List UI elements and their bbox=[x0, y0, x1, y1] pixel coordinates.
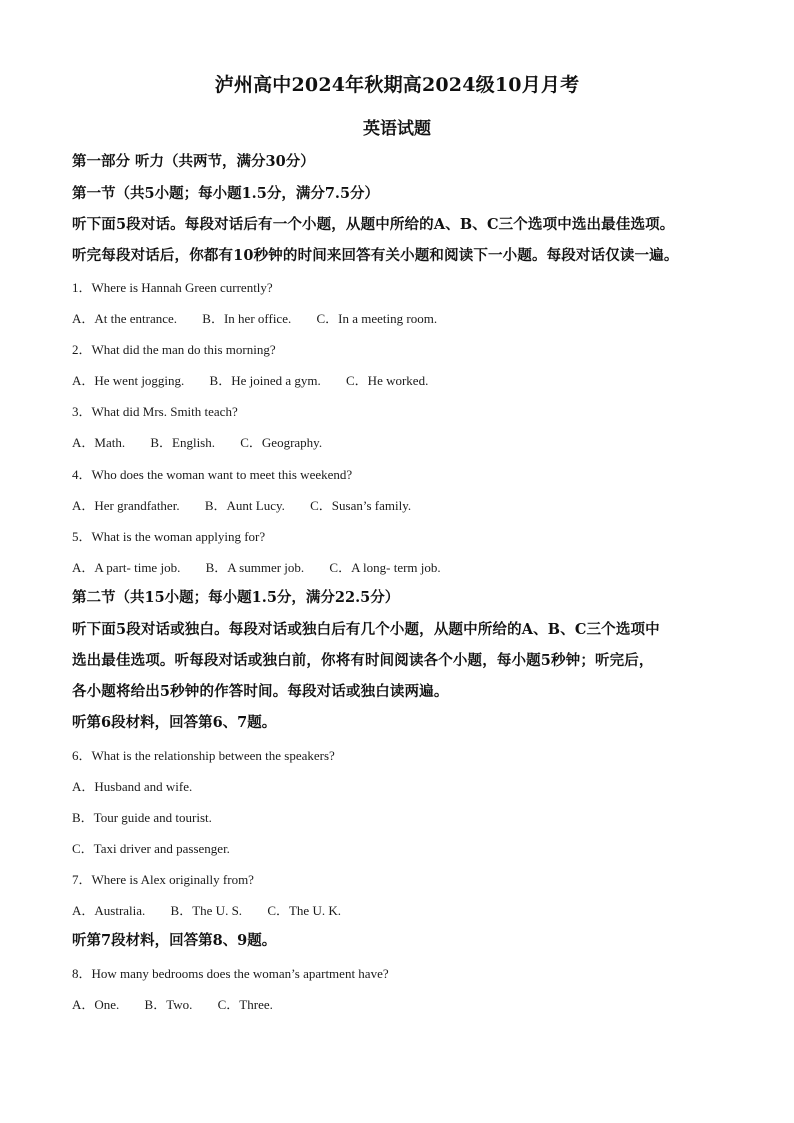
section2-instruction-line: 各小题将给出5秒钟的作答时间。每段对话或独白读两遍。 bbox=[72, 683, 449, 700]
option-a[interactable]: A．Her grandfather. bbox=[72, 498, 180, 513]
options-7 bbox=[72, 900, 341, 919]
option-c[interactable]: C．Susan’s family. bbox=[310, 498, 412, 513]
question-1: 1．Where is Hannah Green currently? bbox=[72, 280, 273, 295]
material-6-heading: 听第6段材料，回答第6、7题。 bbox=[72, 714, 277, 731]
options-2 bbox=[72, 370, 428, 389]
question-4: 4．Who does the woman want to meet this weekend? bbox=[72, 467, 353, 482]
section2-instruction-line: 听下面5段对话或独白。每段对话或独白后有几个小题，从题中所给的A、B、C三个选项中 bbox=[72, 621, 660, 638]
question-5: 5．What is the woman applying for? bbox=[72, 529, 266, 544]
option-c[interactable]: C．He worked. bbox=[346, 373, 429, 388]
section2-heading: 第二节（共15小题；每小题1.5分，满分22.5分） bbox=[72, 589, 400, 606]
section1-instruction-line: 听完每段对话后，你都有10秒钟的时间来回答有关小题和阅读下一小题。每段对话仅读一遍。 bbox=[72, 247, 679, 264]
option-c[interactable]: C．Geography. bbox=[240, 435, 323, 450]
question-7: 7．Where is Alex originally from? bbox=[72, 872, 254, 887]
options-4 bbox=[72, 495, 411, 514]
section1-instruction-line: 听下面5段对话。每段对话后有一个小题，从题中所给的A、B、C三个选项中选出最佳选项。 bbox=[72, 216, 675, 233]
material-7-heading: 听第7段材料，回答第8、9题。 bbox=[72, 932, 277, 949]
option-b[interactable]: B．A summer job. bbox=[205, 560, 305, 575]
option-a[interactable]: A．Husband and wife. bbox=[72, 779, 193, 794]
question-2: 2．What did the man do this morning? bbox=[72, 342, 276, 357]
option-b[interactable]: B．Tour guide and tourist. bbox=[72, 810, 212, 825]
option-b[interactable]: B．He joined a gym. bbox=[209, 373, 321, 388]
option-a[interactable]: A．A part- time job. bbox=[72, 560, 181, 575]
option-c[interactable]: C．In a meeting room. bbox=[316, 311, 438, 326]
options-1 bbox=[72, 308, 437, 327]
exam-title: 泸州高中2024年秋期高2024级10月月考 bbox=[214, 74, 580, 96]
section2-instruction-line: 选出最佳选项。听每段对话或独白前，你将有时间阅读各个小题，每小题5秒钟；听完后， bbox=[72, 652, 654, 669]
option-c[interactable]: C．Taxi driver and passenger. bbox=[72, 841, 230, 856]
options-5 bbox=[72, 557, 441, 576]
question-8: 8．How many bedrooms does the woman’s apartment have? bbox=[72, 966, 389, 981]
exam-subtitle: 英语试题 bbox=[363, 119, 431, 139]
section1-heading: 第一节（共5小题；每小题1.5分，满分7.5分） bbox=[72, 185, 380, 202]
option-c[interactable]: C．The U. K. bbox=[267, 903, 341, 918]
options-3 bbox=[72, 432, 322, 451]
option-b[interactable]: B．Aunt Lucy. bbox=[204, 498, 285, 513]
option-c[interactable]: C．A long- term job. bbox=[329, 560, 441, 575]
option-b[interactable]: B．English. bbox=[150, 435, 215, 450]
option-a[interactable]: A．Australia. bbox=[72, 903, 146, 918]
option-a[interactable]: A．He went jogging. bbox=[72, 373, 185, 388]
option-a[interactable]: A．One. bbox=[72, 997, 120, 1012]
question-6: 6．What is the relationship between the speakers? bbox=[72, 748, 335, 763]
option-a[interactable]: A．Math. bbox=[72, 435, 126, 450]
option-b[interactable]: B．Two. bbox=[144, 997, 193, 1012]
part1-heading: 第一部分 听力（共两节，满分30分） bbox=[72, 153, 315, 170]
options-8 bbox=[72, 994, 273, 1013]
question-3: 3．What did Mrs. Smith teach? bbox=[72, 404, 238, 419]
option-a[interactable]: A．At the entrance. bbox=[72, 311, 178, 326]
option-b[interactable]: B．The U. S. bbox=[170, 903, 243, 918]
option-b[interactable]: B．In her office. bbox=[202, 311, 292, 326]
option-c[interactable]: C．Three. bbox=[217, 997, 273, 1012]
